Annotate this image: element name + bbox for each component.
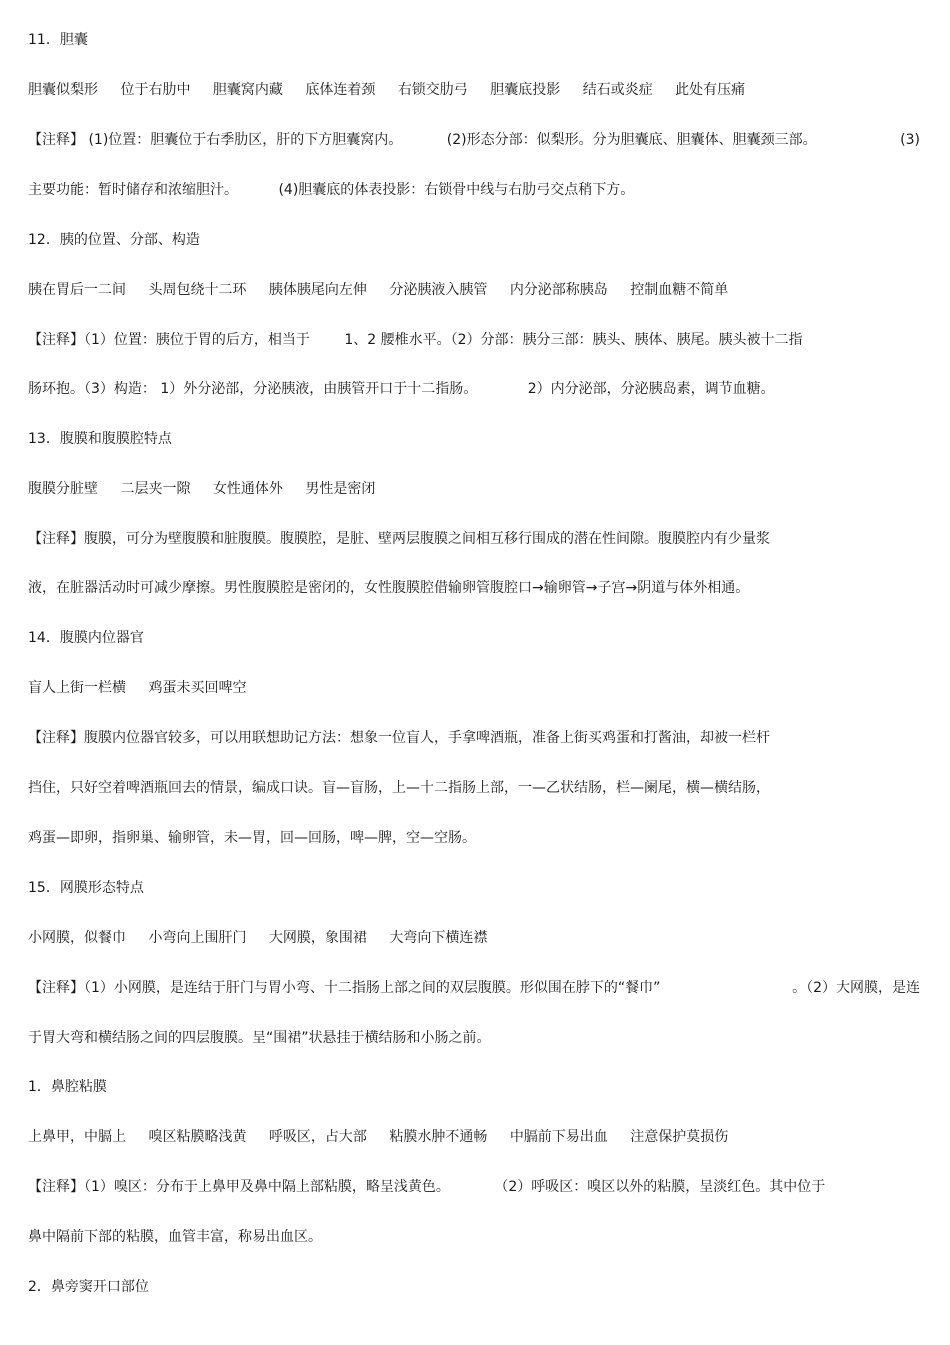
section-heading-gallbladder: 11．胆囊 [28,32,88,48]
mnemonic-phrase: 小网膜，似餐巾 [28,930,126,946]
mnemonic-phrase: 胆囊窝内藏 [212,82,283,98]
mnemonic-phrase: 右锁交肋弓 [397,82,468,98]
note-text: 1、2 腰椎水平。（2）分部：胰分三部：胰头、胰体、胰尾。胰头被十二指 [344,332,803,348]
section-heading-omentum: 15．网膜形态特点 [28,880,144,896]
mnemonic-phrase: 盲人上街一栏横 [28,680,126,696]
mnemonic-phrase: 结石或炎症 [582,82,653,98]
note-line [28,179,920,201]
section-heading-pancreas: 12．胰的位置、分部、构造 [28,232,200,248]
section-heading-paranasal-sinus: 2．鼻旁窦开口部位 [28,1279,149,1295]
mnemonic-line [28,279,920,301]
note-text: 【注释】 (1)位置：胆囊位于右季肋区，肝的下方胆囊窝内。 [28,132,403,148]
mnemonic-phrase: 鸡蛋未买回啤空 [148,680,247,696]
note-text: 【注释】腹膜内位器官较多，可以用联想助记方法：想象一位盲人，手拿啤酒瓶，准备上街买鸡蛋和打酱油，却被一栏杆 [28,730,770,746]
mnemonic-phrase: 内分泌部称胰岛 [509,282,608,298]
note-text: 鼻中隔前下部的粘膜，血管丰富，称易出血区。 [28,1229,322,1245]
note-text: 主要功能：暂时储存和浓缩胆汁。 [28,182,238,198]
note-text: 液，在脏器活动时可减少摩擦。男性腹膜腔是密闭的，女性腹膜腔借输卵管腹腔口→输卵管→子宫→阴道与体外相通。 [28,580,750,596]
mnemonic-phrase: 头周包绕十二环 [148,282,247,298]
note-text: （2）呼吸区：嗅区以外的粘膜，呈淡红色。其中位于 [494,1179,826,1195]
note-text: 【注释】（1）位置：胰位于胃的后方，相当于 [28,332,310,348]
mnemonic-phrase: 大弯向下横连襟 [389,930,488,946]
mnemonic-phrase: 嗅区粘膜略浅黄 [148,1129,247,1145]
note-line [28,528,920,550]
mnemonic-phrase: 腹膜分脏壁 [28,481,98,497]
note-text: 【注释】（1）嗅区：分布于上鼻甲及鼻中隔上部粘膜，略呈浅黄色。 [28,1179,450,1195]
note-text: 挡住，只好空着啤酒瓶回去的情景，编成口诀。盲—盲肠，上—十二指肠上部，一—乙状结肠，栏—阑尾，横—横结肠， [28,780,770,796]
note-text: 【注释】（1）小网膜，是连结于肝门与胃小弯、十二指肠上部之间的双层腹膜。形似围在脖下的“餐巾” [28,980,661,996]
note-line [28,1176,920,1198]
note-text: 肠环抱。（3）构造： 1）外分泌部，分泌胰液，由胰管开口于十二指肠。 [28,381,478,397]
note-text: 。（2）大网膜，是连 [792,980,920,996]
mnemonic-line [28,927,920,949]
mnemonic-phrase: 男性是密闭 [305,481,376,497]
note-line [28,329,920,351]
mnemonic-phrase: 中膈前下易出血 [509,1129,608,1145]
mnemonic-line [28,1126,920,1148]
mnemonic-phrase: 分泌胰液入胰管 [389,282,488,298]
section-heading-peritoneum: 13．腹膜和腹膜腔特点 [28,431,172,447]
note-line [28,977,920,999]
note-text: 【注释】腹膜，可分为壁腹膜和脏腹膜。腹膜腔，是脏、壁两层腹膜之间相互移行围成的潜在性间隙。腹膜腔内有少量浆 [28,531,770,547]
note-text: (3) [900,132,920,148]
mnemonic-line [28,677,920,699]
note-line [28,378,920,400]
mnemonic-phrase: 底体连着颈 [305,82,376,98]
note-line [28,727,920,749]
mnemonic-phrase: 二层夹一隙 [120,481,191,497]
mnemonic-phrase: 控制血糖不简单 [630,282,729,298]
note-line [28,777,920,799]
mnemonic-phrase: 胆囊似梨形 [28,82,98,98]
mnemonic-phrase: 呼吸区，占大部 [268,1129,367,1145]
note-text: 鸡蛋—即卵，指卵巢、输卵管，未—胃，回—回肠，啤—脾，空—空肠。 [28,830,476,846]
mnemonic-phrase: 上鼻甲，中膈上 [28,1129,126,1145]
note-line [28,1226,920,1248]
mnemonic-phrase: 女性通体外 [212,481,283,497]
section-heading-nasal-mucosa: 1．鼻腔粘膜 [28,1079,107,1095]
mnemonic-line [28,478,920,500]
section-heading-intraperitoneal: 14．腹膜内位器官 [28,630,144,646]
mnemonic-phrase: 胰体胰尾向左伸 [268,282,367,298]
note-text: (4)胆囊底的体表投影：右锁骨中线与右肋弓交点稍下方。 [278,182,635,198]
note-text: 2）内分泌部，分泌胰岛素，调节血糖。 [527,381,775,397]
note-text: (2)形态分部：似梨形。分为胆囊底、胆囊体、胆囊颈三部。 [446,132,817,148]
mnemonic-line [28,79,920,101]
mnemonic-phrase: 胰在胃后一二间 [28,282,126,298]
mnemonic-phrase: 大网膜，象围裙 [268,930,367,946]
note-line [28,1027,920,1049]
note-text: 于胃大弯和横结肠之间的四层腹膜。呈“围裙”状悬挂于横结肠和小肠之前。 [28,1030,491,1046]
mnemonic-phrase: 注意保护莫损伤 [630,1129,729,1145]
mnemonic-phrase: 位于右肋中 [120,82,191,98]
note-line [28,827,920,849]
note-line [28,577,920,599]
mnemonic-phrase: 胆囊底投影 [490,82,561,98]
mnemonic-phrase: 此处有压痛 [675,82,746,98]
mnemonic-phrase: 小弯向上围肝门 [148,930,247,946]
note-line [28,129,920,151]
mnemonic-phrase: 粘膜水肿不通畅 [389,1129,488,1145]
